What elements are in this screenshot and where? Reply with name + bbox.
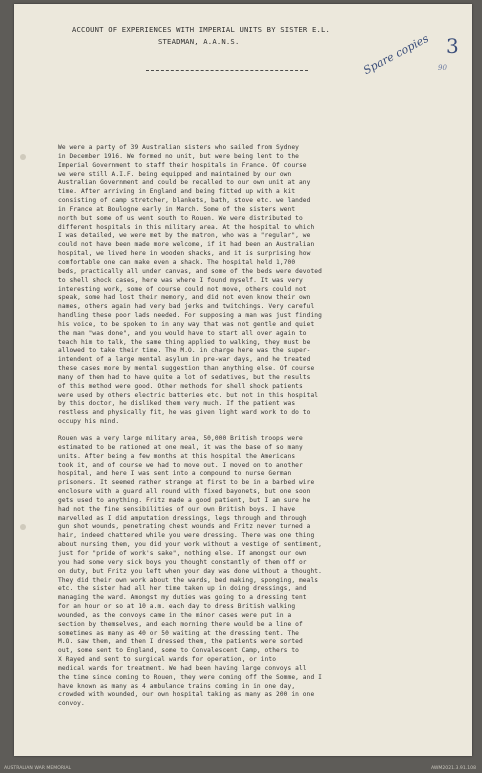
text-line: many of them had to have quite a lot of sedatives, but the results	[58, 373, 311, 381]
text-line: have known as many as 4 ambulance trains coming in in one day,	[58, 682, 296, 690]
text-line: gun shot wounds, penetrating chest wounds and Fritz never turned a	[58, 523, 311, 531]
text-line: marvelled as I did amputation dressings, legs through and through	[58, 514, 307, 522]
text-line: names, others again had very bad jerks and twitchings. Very careful	[58, 303, 315, 311]
handwritten-reference: 90	[438, 64, 447, 72]
text-line: had not the fine sensibilities of our own British boys. I have	[58, 505, 296, 513]
text-line: by this doctor, he disliked them very much. If the patient was	[58, 400, 296, 408]
text-line: you had some very sick boys you thought constantly of them off or	[58, 558, 307, 566]
document-body	[58, 144, 462, 717]
text-line: just for "pride of work's sake", nothing else. If amongst our own	[58, 549, 307, 557]
text-line: interesting work, some of course could not move, others could not	[58, 285, 307, 293]
text-line: medical wards for treatment. We had been having large convoys all	[58, 664, 307, 672]
handwritten-note: Spare copies	[361, 31, 431, 78]
text-line: his voice, to be spoken to in any way that was not gentle and quiet	[58, 320, 315, 328]
text-line: M.O. saw them, and then I dressed them, the patients were sorted	[58, 638, 303, 646]
text-line: were used by others electric batteries etc. but not in this hospital	[58, 391, 319, 399]
text-line: comfortable one can make even a shack. The hospital held 1,700	[58, 258, 296, 266]
text-line: sometimes as many as 40 or 50 waiting at the dressing tent. The	[58, 629, 299, 637]
text-line: section by themselves, and each morning there would be a line of	[58, 620, 303, 628]
text-line: we were still A.I.F. being equipped and maintained by our own	[58, 170, 292, 178]
text-line: beds, practically all under canvas, and some of the beds were devoted	[58, 267, 322, 275]
text-line: hospital, and here I was sent into a compound to nurse German	[58, 470, 292, 478]
text-line: for an hour or so at 10 a.m. each day to dress British walking	[58, 603, 296, 611]
footer-reference: AWM2021.3.91.108	[430, 766, 476, 771]
heading-divider	[146, 70, 308, 71]
text-line: etc. the sister had all her time taken up in doing dressings, and	[58, 585, 307, 593]
text-line: time. After arriving in England and being fitted up with a kit	[58, 188, 296, 196]
text-line: enclosure with a guard all round with fixed bayonets, but one soon	[58, 488, 311, 496]
text-line: crowded with wounded, our own hospital taking as many as 200 in one	[58, 691, 315, 699]
text-line: the time since coming to Rouen, they were coming off the Somme, and I	[58, 673, 322, 681]
footer-institution: AUSTRALIAN WAR MEMORIAL	[4, 766, 72, 771]
text-line: I was detailed, we were met by the matron, who was a "regular", we	[58, 232, 311, 240]
text-line: Imperial Government to staff their hospitals in France. Of course	[58, 161, 307, 169]
text-line: allowed to take their time. The M.O. in charge here was the super-	[58, 347, 311, 355]
text-line: We were a party of 39 Australian sisters who sailed from Sydney	[58, 144, 299, 151]
text-line: in December 1916. We formed no unit, but were being lent to the	[58, 152, 299, 160]
text-line: handling these poor lads needed. For supposing a man was just finding	[58, 312, 322, 320]
text-line: the man "was done", and you would have to start all over again to	[58, 329, 307, 337]
text-line: took it, and of course we had to move out. I moved on to another	[58, 461, 303, 469]
text-line: consisting of camp stretcher, blankets, bath, stove etc. we landed	[58, 197, 311, 205]
text-line: hair, indeed chattered while you were dressing. There was one thing	[58, 532, 315, 540]
text-line: to shell shock cases, here was where I found myself. It was very	[58, 276, 303, 284]
text-line: Australian Government and could be recalled to our own unit at any	[58, 179, 311, 187]
text-line: could not have been made more welcome, if it had been an Australian	[58, 241, 315, 249]
paragraph	[58, 435, 462, 709]
text-line: managing the ward. Amongst my duties was going to a dressing tent	[58, 594, 307, 602]
text-line: units. After being a few months at this hospital the Americans	[58, 452, 296, 460]
text-line: teach him to talk, the same thing applied to walking, they must be	[58, 338, 311, 346]
handwritten-page-number: 3	[446, 34, 459, 58]
document-page	[14, 4, 472, 756]
text-line: occupy his mind.	[58, 418, 120, 426]
text-line: in France at Boulogne early in March. Some of the sisters went	[58, 205, 296, 213]
text-line: of this method were good. Other methods for shell shock patients	[58, 382, 303, 390]
text-line: Rouen was a very large military area, 50,000 British troops were	[58, 435, 303, 442]
text-line: convoy.	[58, 700, 85, 708]
text-line: They did their own work about the wards, bed making, sponging, meals	[58, 576, 319, 584]
text-line: intendent of a large mental asylum in pre-war days, and he treated	[58, 356, 311, 364]
paragraph	[58, 144, 462, 427]
text-line: estimated to be rationed at one meal, it was the base of so many	[58, 443, 303, 451]
text-line: about nursing them, you did your work without a vestige of sentiment,	[58, 541, 322, 549]
text-line: north but some of us went south to Rouen. We were distributed to	[58, 214, 303, 222]
text-line: out, some sent to England, some to Convalescent Camp, others to	[58, 647, 299, 655]
text-line: speak, some had lost their memory, and did not even know their own	[58, 294, 311, 302]
document-heading	[72, 24, 392, 48]
text-line: gets used to anything. Fritz made a good patient, but I am sure he	[58, 496, 311, 504]
text-line: restless and physically fit, he was given light ward work to do to	[58, 409, 311, 417]
punch-hole	[20, 154, 26, 160]
heading-line-2: STEADMAN, A.A.N.S.	[158, 37, 240, 46]
archive-footer	[0, 758, 482, 773]
punch-hole	[20, 524, 26, 530]
text-line: different hospitals in this military area. At the hospital to which	[58, 223, 315, 231]
text-line: hospital, we lived here in wooden shacks, and it is surprising how	[58, 250, 311, 258]
text-line: on duty, but Fritz you left when your day was done without a thought.	[58, 567, 322, 575]
heading-line-1: ACCOUNT OF EXPERIENCES WITH IMPERIAL UNITS BY SISTER E.L.	[72, 25, 331, 34]
text-line: X Rayed and sent to surgical wards for operation, or into	[58, 656, 277, 664]
text-line: wounded, as the convoys came in the minor cases were put in a	[58, 611, 292, 619]
text-line: prisoners. It seemed rather strange at first to be in a barbed wire	[58, 479, 315, 487]
text-line: these cases more by mental suggestion than anything else. Of course	[58, 365, 315, 373]
